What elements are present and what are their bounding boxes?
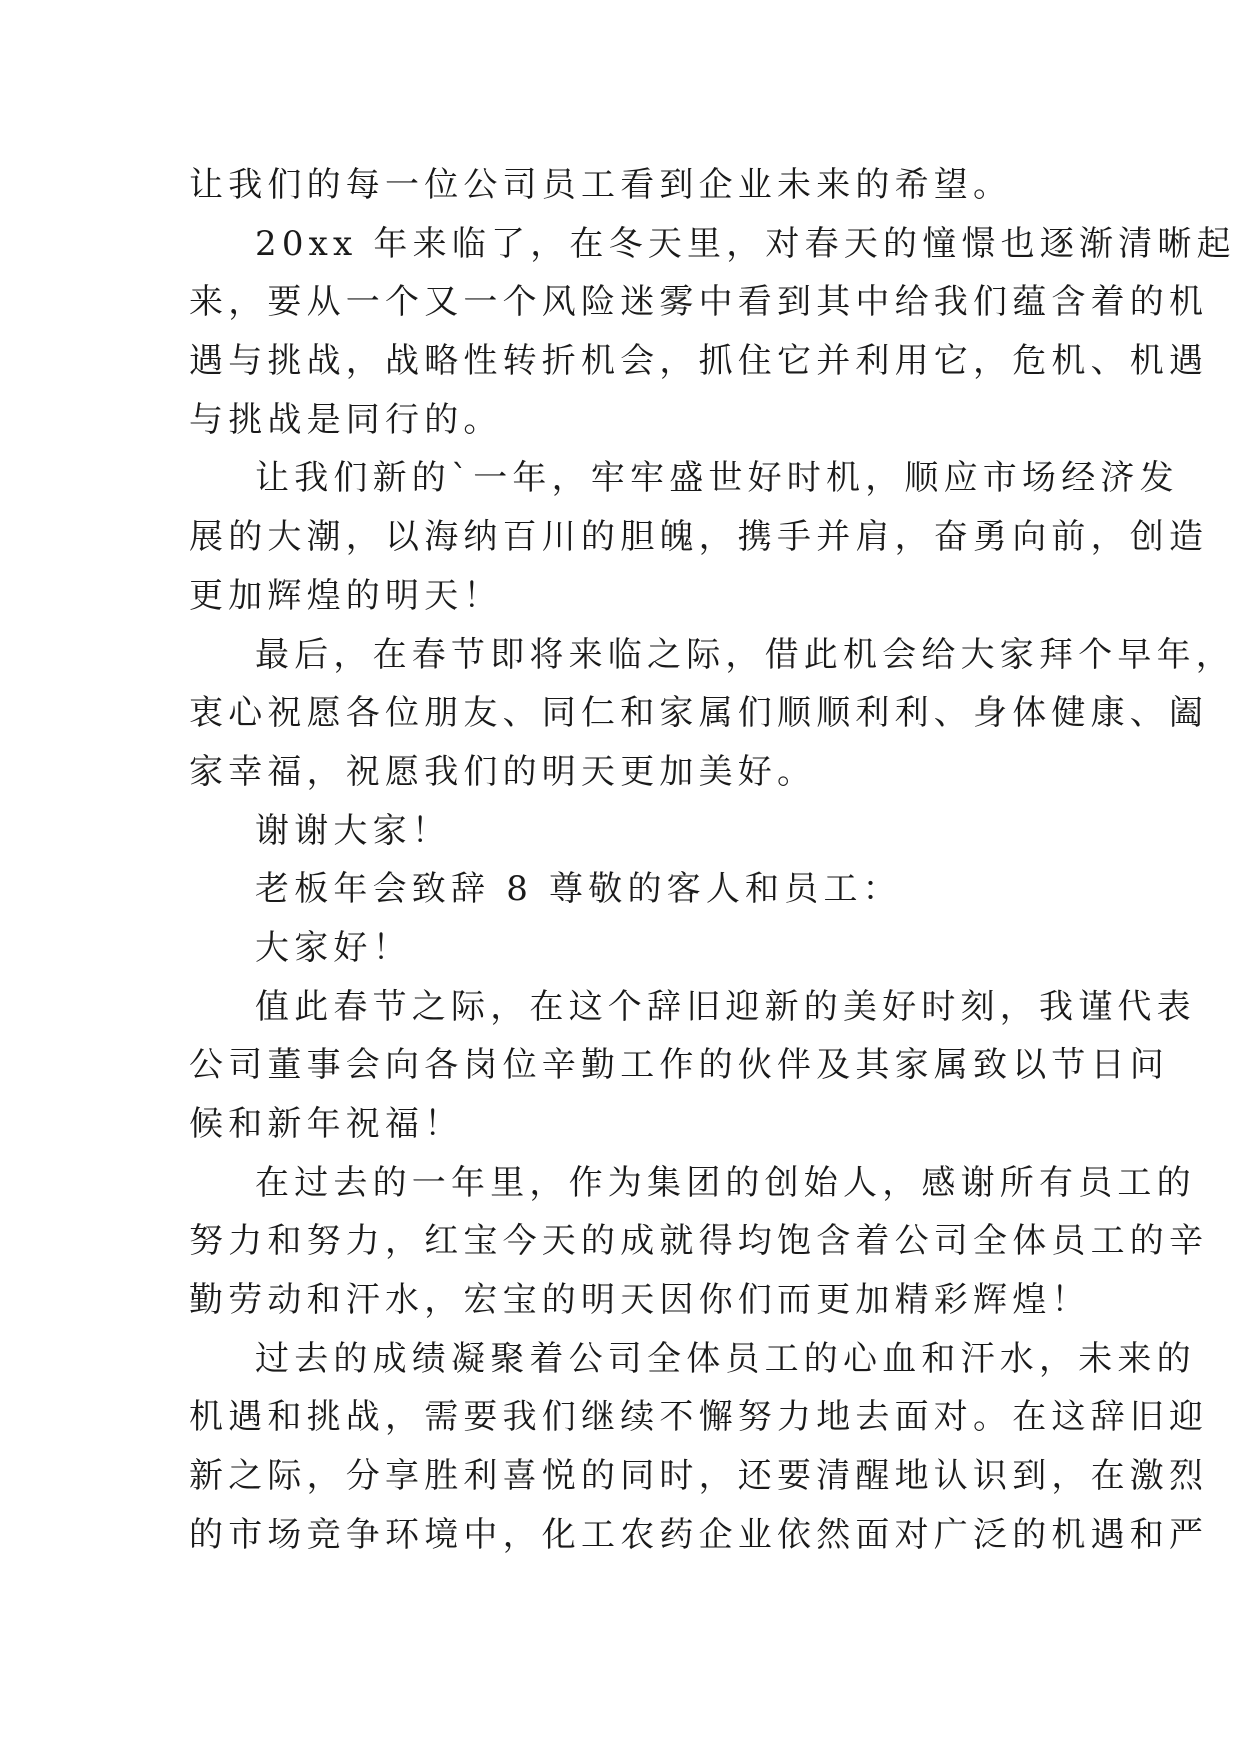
text-line: 最后，在春节即将来临之际，借此机会给大家拜个早年， (255, 634, 1235, 675)
speech-heading-line: 老板年会致辞 8 尊敬的客人和员工： (255, 869, 902, 910)
text-line: 让我们新的`一年，牢牢盛世好时机，顺应市场经济发 (255, 458, 1179, 499)
text-line: 让我们的每一位公司员工看到企业未来的希望。 (189, 165, 1013, 205)
text-line: 家幸福，祝愿我们的明天更加美好。 (189, 751, 817, 792)
text-line: 过去的成绩凝聚着公司全体员工的心血和汗水，未来的 (255, 1338, 1196, 1379)
text-line: 谢谢大家！ (255, 810, 451, 851)
text-line: 与挑战是同行的。 (189, 399, 503, 440)
text-line: 候和新年祝福！ (189, 1104, 464, 1144)
text-line: 勤劳动和汗水，宏宝的明天因你们而更加精彩辉煌！ (189, 1280, 1091, 1321)
text-line: 的市场竞争环境中，化工农药企业依然面对广泛的机遇和严 (189, 1514, 1209, 1555)
text-line: 努力和努力，红宝今天的成就得均饱含着公司全体员工的辛 (189, 1221, 1209, 1262)
text-line: 在过去的一年里，作为集团的创始人，感谢所有员工的 (255, 1162, 1196, 1203)
text-line: 机遇和挑战，需要我们继续不懈努力地去面对。在这辞旧迎 (189, 1397, 1209, 1438)
text-line: 遇与挑战，战略性转折机会，抓住它并利用它，危机、机遇 (189, 341, 1209, 382)
text-line: 来，要从一个又一个风险迷雾中看到其中给我们蕴含着的机 (189, 282, 1209, 323)
document-body (189, 156, 1236, 1565)
text-line: 衷心祝愿各位朋友、同仁和家属们顺顺利利、身体健康、阖 (189, 693, 1209, 734)
text-line: 更加辉煌的明天！ (189, 575, 503, 616)
text-line: 展的大潮，以海纳百川的胆魄，携手并肩，奋勇向前，创造 (189, 517, 1209, 558)
greeting-line: 大家好！ (255, 927, 412, 968)
text-line: 新之际，分享胜利喜悦的同时，还要清醒地认识到，在激烈 (189, 1456, 1209, 1497)
text-line: 公司董事会向各岗位辛勤工作的伙伴及其家属致以节日问 (189, 1045, 1169, 1086)
text-line: 20xx 年来临了，在冬天里，对春天的憧憬也逐渐清晰起 (255, 223, 1236, 264)
text-line: 值此春节之际，在这个辞旧迎新的美好时刻，我谨代表 (255, 986, 1196, 1027)
